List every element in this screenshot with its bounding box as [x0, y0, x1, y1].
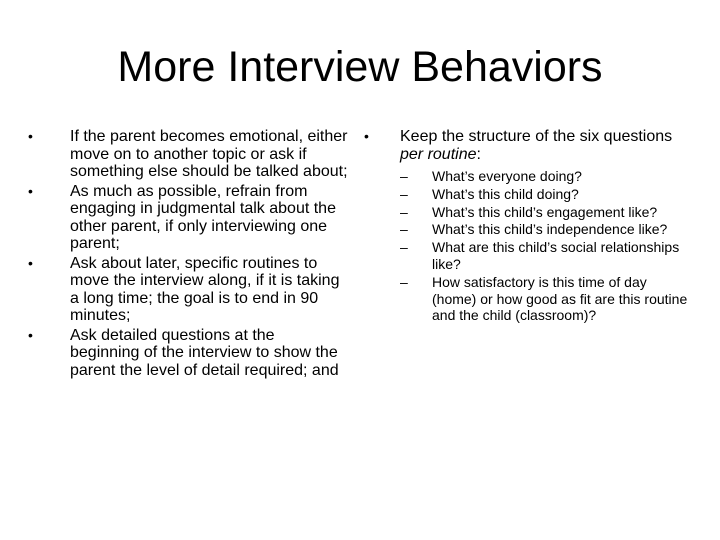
dash-icon: –: [400, 168, 408, 184]
sub-bullet-text: What are this child’s social relationships like?: [432, 239, 680, 272]
right-bullet-item: [364, 128, 694, 324]
sub-bullet-text: What’s everyone doing?: [432, 168, 582, 184]
sub-bullet-item: [400, 168, 694, 185]
sub-bullet-text: How satisfactory is this time of day (home) or how good as fit are this routine and the child (classroom)?: [432, 273, 688, 324]
right-bullet-text: [400, 128, 672, 163]
sub-bullet-text: What’s this child’s independence like?: [432, 221, 668, 238]
left-bullet-text: If the parent becomes emotional, either move on to another topic or ask if something else should be talked about;: [70, 128, 348, 180]
left-bullet-text: Ask about later, specific routines to move the interview along, if it is taking a long time; the goal is to end in 90 minutes;: [70, 254, 340, 324]
bullet-icon: •: [28, 326, 33, 343]
sub-bullet-item: [400, 186, 694, 203]
slide-title: More Interview Behaviors: [117, 43, 603, 91]
left-bullet-item: [28, 128, 348, 181]
dash-icon: –: [400, 203, 408, 220]
left-bullet-item: [28, 327, 348, 380]
sub-bullet-item: [400, 204, 694, 221]
bullet-icon: •: [28, 254, 33, 271]
sub-bullet-list: [400, 168, 694, 324]
bullet-icon: •: [28, 182, 33, 199]
sub-bullet-text: What’s this child’s engagement like?: [432, 203, 658, 220]
left-bullet-text: As much as possible, refrain from engaging in judgmental talk about the other parent, if only interviewing one parent;: [70, 182, 336, 252]
right-bullet-text-italic: per routine: [400, 145, 477, 163]
sub-bullet-text: What’s this child doing?: [432, 185, 579, 202]
dash-icon: –: [400, 185, 408, 202]
sub-bullet-item: [400, 274, 694, 324]
right-bullet-text-start: Keep the structure of the six questions: [400, 128, 673, 145]
left-bullet-item: [28, 183, 348, 253]
dash-icon: –: [400, 239, 408, 256]
sub-bullet-item: [400, 221, 694, 238]
bullet-icon: •: [28, 128, 33, 144]
right-bullet-list: [364, 128, 694, 326]
sub-bullet-item: [400, 239, 694, 273]
left-bullet-text: Ask detailed questions at the beginning of the interview to show the parent the level of detail required; and: [70, 326, 339, 379]
dash-icon: –: [400, 273, 408, 290]
dash-icon: –: [400, 221, 408, 238]
left-bullet-item: [28, 255, 348, 325]
right-bullet-text-end: :: [476, 145, 481, 163]
left-bullet-list: [28, 128, 348, 381]
bullet-icon: •: [364, 128, 369, 144]
